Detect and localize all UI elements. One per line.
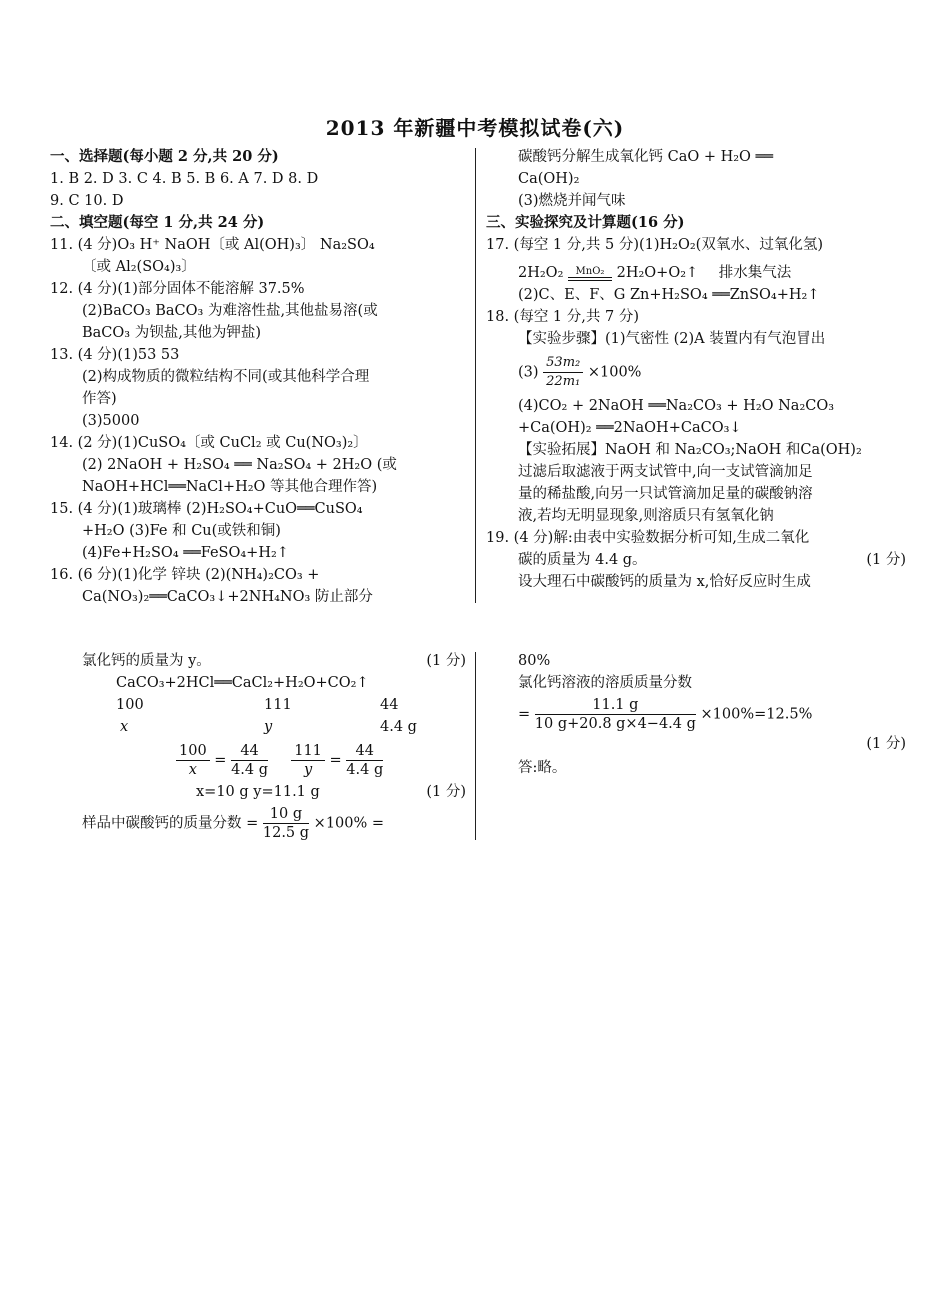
answer-line: 【实验步骤】(1)气密性 (2)A 装置内有气泡冒出 [518,331,826,347]
calc-text: 氯化钙的质量为 y。 [82,653,211,669]
molar-mass: 111 [264,697,292,713]
answer-line: 1. B 2. D 3. C 4. B 5. B 6. A 7. D 8. D [50,171,319,187]
answer-line: 18. (每空 1 分,共 7 分) [486,309,639,325]
answer-line: (4)CO₂ + 2NaOH ══Na₂CO₃ + H₂O Na₂CO₃ [518,398,835,414]
answer-line: 〔或 Al₂(SO₄)₃〕 [82,259,196,275]
answer-line: (2)C、E、F、G Zn+H₂SO₄ ══ZnSO₄+H₂↑ [518,287,820,303]
calc-text: ×100% = [313,815,385,832]
answer-line-with-score [486,549,906,571]
column-divider-bottom [475,652,476,840]
calculation-right-column [518,650,906,779]
q17-reactant: 2H₂O₂ [518,265,564,281]
answer-line: 过滤后取滤液于两支试管中,向一支试管滴加足 [518,464,813,480]
answer-text: 碳的质量为 4.4 g。 [518,552,647,568]
variable-row [82,716,466,738]
frac-num: 10 g [263,805,309,824]
score-label: (1 分) [866,552,906,568]
answer-line: 13. (4 分)(1)53 53 [50,347,180,363]
equals: = [214,752,227,769]
score-label: (1 分) [866,736,906,752]
q17-product: 2H₂O+O₂↑ [616,265,699,281]
answer-line: 12. (4 分)(1)部分固体不能溶解 37.5% [50,281,305,297]
answer-line: BaCO₃ 为钡盐,其他为钾盐) [82,325,261,341]
frac-den: 10 g+20.8 g×4−4.4 g [534,716,696,732]
answer-conclusion: 答:略。 [518,760,567,776]
reaction-equation: CaCO₃+2HCl══CaCl₂+H₂O+CO₂↑ [116,675,369,691]
frac-num: 11.1 g [535,696,696,715]
answer-line: (2) 2NaOH + H₂SO₄ ══ Na₂SO₄ + 2H₂O (或 [82,457,397,473]
frac-den: 4.4 g [346,762,384,778]
calculation-left-column [82,650,466,842]
percentage-line [82,805,466,842]
frac-den: x [188,762,197,778]
answer-line: (2)BaCO₃ BaCO₃ 为难溶性盐,其他盐易溶(或 [82,303,378,319]
molar-mass-row [82,694,466,716]
answer-line: 16. (6 分)(1)化学 锌块 (2)(NH₄)₂CO₃ + [50,567,320,583]
calc-text: ×100%=12.5% [700,706,813,723]
solution-values: x=10 g y=11.1 g [196,784,320,800]
score-label: (1 分) [426,784,466,800]
q18-prefix: (3) [518,364,539,381]
calc-line [82,650,466,672]
answer-line: 19. (4 分)解:由表中实验数据分析可知,生成二氧化 [486,530,810,546]
answer-line: 15. (4 分)(1)玻璃棒 (2)H₂SO₄+CuO══CuSO₄ [50,501,363,517]
answer-line: 14. (2 分)(1)CuSO₄〔或 CuCl₂ 或 Cu(NO₃)₂〕 [50,435,368,451]
q18-denominator: 22m₁ [546,374,581,389]
section-heading-choice: 一、选择题(每小题 2 分,共 20 分) [50,148,279,165]
answers-right-column [486,146,906,593]
proportion-row [82,742,466,779]
solution-line [82,781,466,803]
answer-line: NaOH+HCl══NaCl+H₂O 等其他合理作答) [82,479,378,495]
answer-line: 17. (每空 1 分,共 5 分)(1)H₂O₂(双氧水、过氧化氢) [486,237,823,253]
equals: = [518,706,531,723]
answer-line: 【实验拓展】NaOH 和 Na₂CO₃;NaOH 和Ca(OH)₂ [518,442,862,458]
answers-left-column [50,146,470,608]
section-heading-experiment: 三、实验探究及计算题(16 分) [486,214,685,231]
variable: x [120,719,129,735]
frac-num: 44 [231,742,268,761]
answer-line: (4)Fe+H₂SO₄ ══FeSO₄+H₂↑ [82,545,289,561]
frac-num: 111 [291,742,325,761]
variable: y [264,719,273,735]
answer-line: Ca(OH)₂ [518,171,580,187]
variable: 4.4 g [380,719,417,735]
answer-line: 11. (4 分)O₃ H⁺ NaOH〔或 Al(OH)₃〕 Na₂SO₄ [50,237,375,253]
answer-line: 作答) [82,391,117,407]
calc-line: 氯化钙溶液的溶质质量分数 [518,675,692,691]
answer-line: (3)5000 [82,413,140,429]
molar-mass: 100 [116,697,144,713]
answer-line: 液,若均无明显现象,则溶质只有氢氧化钠 [518,508,774,524]
answer-line: (3)燃烧并闻气味 [518,193,626,209]
molar-mass: 44 [380,697,399,713]
frac-den: 12.5 g [262,825,310,841]
answer-line: (2)构成物质的微粒结构不同(或其他科学合理 [82,369,370,385]
answer-line: 9. C 10. D [50,193,124,209]
answer-line: 设大理石中碳酸钙的质量为 x,恰好反应时生成 [518,574,811,590]
frac-den: y [303,762,313,778]
page-title: 2013 年新疆中考模拟试卷(六) [325,116,625,140]
frac-den: 4.4 g [231,762,269,778]
score-line [518,733,906,755]
equals: = [329,752,342,769]
q18-numerator: 53m₂ [543,354,583,373]
concentration-line [518,696,906,733]
answer-line: 碳酸钙分解生成氧化钙 CaO + H₂O ══ [518,149,774,165]
q17-method: 排水集气法 [718,265,792,281]
score-label: (1 分) [426,653,466,669]
answer-line: +Ca(OH)₂ ══2NaOH+CaCO₃↓ [518,420,742,436]
q18-fraction-line [486,354,906,391]
frac-num: 100 [176,742,210,761]
answer-line: +H₂O (3)Fe 和 Cu(或铁和铜) [82,523,281,539]
calc-text: 样品中碳酸钙的质量分数 = [82,815,259,832]
column-divider-top [475,148,476,603]
section-heading-fill: 二、填空题(每空 1 分,共 24 分) [50,214,265,231]
answer-line: Ca(NO₃)₂══CaCO₃↓+2NH₄NO₃ 防止部分 [82,589,373,605]
q17-catalyst: MnO₂ [575,265,605,277]
q17-equation [486,262,906,284]
frac-num: 44 [346,742,383,761]
calc-line: 80% [518,653,551,669]
q18-suffix: ×100% [587,364,642,381]
answer-line: 量的稀盐酸,向另一只试管滴加足量的碳酸钠溶 [518,486,813,502]
